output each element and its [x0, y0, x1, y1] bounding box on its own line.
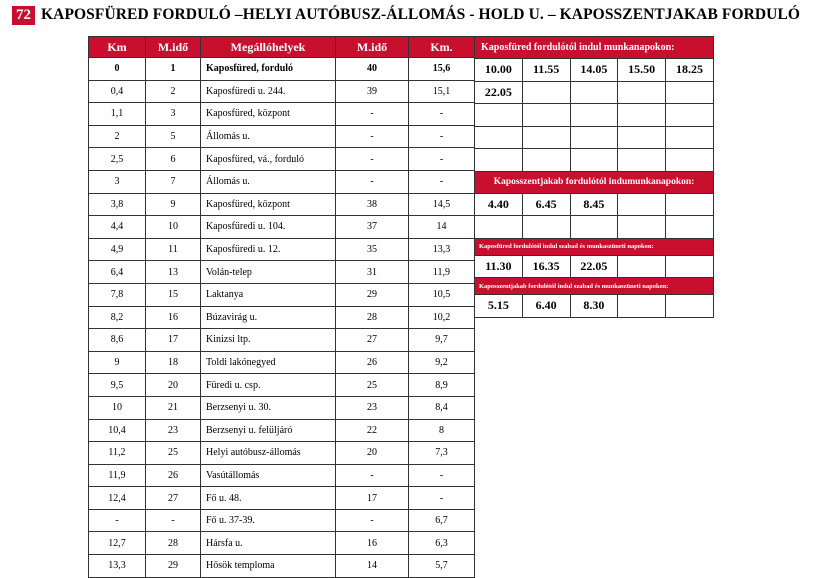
cell-time: 26 — [146, 464, 201, 487]
cell-stop-name: Fő u. 48. — [201, 487, 336, 510]
cell-time-return: 14 — [336, 555, 409, 578]
cell-time-return: - — [336, 103, 409, 126]
cell-stop-name: Laktanya — [201, 283, 336, 306]
cell-time: 5 — [146, 125, 201, 148]
cell-km-return: - — [409, 103, 475, 126]
schedule-row — [475, 149, 714, 172]
schedule-table — [474, 36, 714, 318]
departure-time — [475, 216, 523, 239]
cell-time-return: 20 — [336, 442, 409, 465]
cell-km: 9 — [89, 351, 146, 374]
departure-time — [618, 149, 666, 172]
schedule-section-label: Kaposszentjakab fordulótól indul szabad és munkaszüneti napokon: — [475, 278, 714, 295]
table-row — [89, 283, 475, 306]
table-row — [89, 442, 475, 465]
table-row — [89, 125, 475, 148]
cell-time: 11 — [146, 238, 201, 261]
cell-time-return: - — [336, 125, 409, 148]
departure-time — [666, 149, 714, 172]
cell-stop-name: Füredi u. csp. — [201, 374, 336, 397]
cell-km: 13,3 — [89, 555, 146, 578]
departure-time — [522, 104, 570, 127]
departure-time — [570, 104, 618, 127]
departure-time: 16.35 — [522, 255, 570, 278]
cell-km: 4,4 — [89, 216, 146, 239]
cell-km-return: - — [409, 125, 475, 148]
departure-time: 6.40 — [522, 295, 570, 318]
cell-km-return: - — [409, 148, 475, 171]
cell-km-return: 15,1 — [409, 80, 475, 103]
cell-stop-name: Állomás u. — [201, 170, 336, 193]
column-header-km-return: Km. — [409, 37, 475, 58]
cell-km: 8,6 — [89, 329, 146, 352]
cell-km-return: 7,3 — [409, 442, 475, 465]
departure-time: 15.50 — [618, 59, 666, 82]
departure-time — [666, 104, 714, 127]
departure-time: 8.45 — [570, 193, 618, 216]
cell-time-return: 29 — [336, 283, 409, 306]
cell-time-return: 28 — [336, 306, 409, 329]
table-row — [89, 396, 475, 419]
departure-time — [570, 81, 618, 104]
table-row — [89, 419, 475, 442]
departure-time — [570, 216, 618, 239]
column-header-km: Km — [89, 37, 146, 58]
stops-table-header — [89, 37, 475, 58]
cell-stop-name: Toldi lakónegyed — [201, 351, 336, 374]
cell-km: - — [89, 509, 146, 532]
cell-time: 17 — [146, 329, 201, 352]
table-row — [89, 238, 475, 261]
schedule-row — [475, 104, 714, 127]
cell-km-return: 10,5 — [409, 283, 475, 306]
cell-km: 3,8 — [89, 193, 146, 216]
departure-time — [618, 104, 666, 127]
cell-time-return: 26 — [336, 351, 409, 374]
cell-km: 11,2 — [89, 442, 146, 465]
cell-km: 4,9 — [89, 238, 146, 261]
departure-time: 5.15 — [475, 295, 523, 318]
cell-time: 28 — [146, 532, 201, 555]
cell-km: 10 — [89, 396, 146, 419]
cell-time: 29 — [146, 555, 201, 578]
cell-km: 10,4 — [89, 419, 146, 442]
cell-km-return: 6,3 — [409, 532, 475, 555]
departure-time — [522, 149, 570, 172]
cell-time: 21 — [146, 396, 201, 419]
table-row — [89, 261, 475, 284]
column-header-stops: Megállóhelyek — [201, 37, 336, 58]
cell-time-return: 27 — [336, 329, 409, 352]
cell-km: 8,2 — [89, 306, 146, 329]
table-row — [89, 374, 475, 397]
table-row — [89, 170, 475, 193]
cell-time-return: 23 — [336, 396, 409, 419]
schedule-section-header — [475, 171, 714, 193]
cell-time: 20 — [146, 374, 201, 397]
departure-time: 8.30 — [570, 295, 618, 318]
departure-time — [618, 193, 666, 216]
cell-time: 3 — [146, 103, 201, 126]
cell-time: 25 — [146, 442, 201, 465]
cell-time-return: 22 — [336, 419, 409, 442]
cell-km-return: 6,7 — [409, 509, 475, 532]
cell-km: 6,4 — [89, 261, 146, 284]
table-row — [89, 509, 475, 532]
cell-km: 12,4 — [89, 487, 146, 510]
departure-time — [522, 216, 570, 239]
table-row — [89, 148, 475, 171]
departure-time — [666, 81, 714, 104]
departure-time — [666, 255, 714, 278]
cell-time-return: 37 — [336, 216, 409, 239]
departure-time: 11.55 — [522, 59, 570, 82]
cell-stop-name: Kaposfüred, központ — [201, 103, 336, 126]
schedule-row — [475, 255, 714, 278]
departure-time — [570, 126, 618, 149]
departure-time: 22.05 — [570, 255, 618, 278]
cell-km-return: 14,5 — [409, 193, 475, 216]
route-number-badge: 72 — [12, 6, 35, 25]
cell-km-return: 8 — [409, 419, 475, 442]
route-title: KAPOSFÜRED FORDULÓ –HELYI AUTÓBUSZ-ÁLLOMÁS - HOLD U. – KAPOSSZENTJAKAB FORDULÓ — [41, 6, 801, 23]
cell-km-return: 13,3 — [409, 238, 475, 261]
cell-time: 6 — [146, 148, 201, 171]
cell-time-return: 31 — [336, 261, 409, 284]
page-header — [12, 5, 800, 25]
cell-km-return: - — [409, 464, 475, 487]
cell-km-return: 9,2 — [409, 351, 475, 374]
column-header-travel-time: M.idő — [146, 37, 201, 58]
cell-stop-name: Volán-telep — [201, 261, 336, 284]
cell-time: 18 — [146, 351, 201, 374]
cell-time-return: - — [336, 148, 409, 171]
cell-km: 12,7 — [89, 532, 146, 555]
table-row — [89, 555, 475, 578]
table-row — [89, 193, 475, 216]
cell-time: 10 — [146, 216, 201, 239]
schedule-section-header — [475, 238, 714, 255]
cell-time-return: - — [336, 464, 409, 487]
departure-time — [618, 255, 666, 278]
departure-time — [522, 126, 570, 149]
schedule-row — [475, 193, 714, 216]
departure-time: 22.05 — [475, 81, 523, 104]
table-row — [89, 351, 475, 374]
table-row — [89, 532, 475, 555]
cell-stop-name: Kaposfüredi u. 104. — [201, 216, 336, 239]
schedule-row — [475, 59, 714, 82]
cell-stop-name: Kaposfüredi u. 12. — [201, 238, 336, 261]
cell-time: 27 — [146, 487, 201, 510]
cell-km: 0,4 — [89, 80, 146, 103]
cell-stop-name: Berzsenyi u. felüljáró — [201, 419, 336, 442]
departure-time — [666, 295, 714, 318]
cell-km-return: - — [409, 170, 475, 193]
cell-stop-name: Fő u. 37-39. — [201, 509, 336, 532]
cell-time-return: 38 — [336, 193, 409, 216]
table-row — [89, 329, 475, 352]
cell-time: - — [146, 509, 201, 532]
table-row — [89, 58, 475, 81]
cell-time-return: 35 — [336, 238, 409, 261]
cell-time-return: 25 — [336, 374, 409, 397]
departure-time — [666, 193, 714, 216]
cell-time: 9 — [146, 193, 201, 216]
cell-stop-name: Helyi autóbusz-állomás — [201, 442, 336, 465]
cell-time: 7 — [146, 170, 201, 193]
cell-stop-name: Búzavirág u. — [201, 306, 336, 329]
cell-time-return: 39 — [336, 80, 409, 103]
cell-km: 9,5 — [89, 374, 146, 397]
cell-km: 2 — [89, 125, 146, 148]
schedule-row — [475, 126, 714, 149]
cell-km: 2,5 — [89, 148, 146, 171]
cell-time: 1 — [146, 58, 201, 81]
departure-time — [666, 126, 714, 149]
schedule-section-header — [475, 37, 714, 59]
schedule-section-label: Kaposfüred fordulótól indul szabad és munkaszüneti napokon: — [475, 238, 714, 255]
schedule-section-header — [475, 278, 714, 295]
cell-time-return: 16 — [336, 532, 409, 555]
cell-time-return: 17 — [336, 487, 409, 510]
schedule-section-label: Kaposszentjakab fordulótól indumunkanapokon: — [475, 171, 714, 193]
departure-time — [618, 126, 666, 149]
cell-stop-name: Vasútállomás — [201, 464, 336, 487]
departure-time: 18.25 — [666, 59, 714, 82]
departure-time — [522, 81, 570, 104]
departure-time — [666, 216, 714, 239]
schedule-row — [475, 295, 714, 318]
departure-time: 10.00 — [475, 59, 523, 82]
schedule-section-label: Kaposfüred fordulótól indul munkanapokon: — [475, 37, 714, 59]
schedule-row — [475, 81, 714, 104]
cell-km-return: 11,9 — [409, 261, 475, 284]
cell-km-return: 10,2 — [409, 306, 475, 329]
cell-stop-name: Állomás u. — [201, 125, 336, 148]
departure-time — [570, 149, 618, 172]
stops-table — [88, 36, 475, 578]
table-row — [89, 103, 475, 126]
departure-time: 6.45 — [522, 193, 570, 216]
cell-km-return: 15,6 — [409, 58, 475, 81]
column-header-travel-time-return: M.idő — [336, 37, 409, 58]
cell-km-return: 5,7 — [409, 555, 475, 578]
cell-time: 13 — [146, 261, 201, 284]
departure-time — [475, 149, 523, 172]
cell-km-return: 8,4 — [409, 396, 475, 419]
cell-km-return: 9,7 — [409, 329, 475, 352]
cell-km: 1,1 — [89, 103, 146, 126]
cell-stop-name: Kaposfüred, vá., forduló — [201, 148, 336, 171]
cell-km-return: 14 — [409, 216, 475, 239]
cell-km-return: - — [409, 487, 475, 510]
cell-stop-name: Berzsenyi u. 30. — [201, 396, 336, 419]
cell-time-return: - — [336, 170, 409, 193]
table-row — [89, 80, 475, 103]
departure-time: 14.05 — [570, 59, 618, 82]
cell-time: 15 — [146, 283, 201, 306]
cell-time: 23 — [146, 419, 201, 442]
departure-time — [618, 216, 666, 239]
cell-km: 7,8 — [89, 283, 146, 306]
departure-time — [618, 295, 666, 318]
departure-time — [475, 126, 523, 149]
table-row — [89, 306, 475, 329]
departure-time — [475, 104, 523, 127]
cell-km: 0 — [89, 58, 146, 81]
cell-stop-name: Kaposfüredi u. 244. — [201, 80, 336, 103]
cell-stop-name: Hősök temploma — [201, 555, 336, 578]
cell-time-return: - — [336, 509, 409, 532]
table-row — [89, 464, 475, 487]
cell-km: 3 — [89, 170, 146, 193]
table-row — [89, 487, 475, 510]
cell-km-return: 8,9 — [409, 374, 475, 397]
cell-time-return: 40 — [336, 58, 409, 81]
departure-time: 11.30 — [475, 255, 523, 278]
table-row — [89, 216, 475, 239]
cell-stop-name: Kaposfüred, központ — [201, 193, 336, 216]
cell-stop-name: Kaposfüred, forduló — [201, 58, 336, 81]
schedule-row — [475, 216, 714, 239]
cell-time: 2 — [146, 80, 201, 103]
cell-km: 11,9 — [89, 464, 146, 487]
cell-stop-name: Hársfa u. — [201, 532, 336, 555]
departure-time: 4.40 — [475, 193, 523, 216]
departure-time — [618, 81, 666, 104]
cell-time: 16 — [146, 306, 201, 329]
cell-stop-name: Kinizsi ltp. — [201, 329, 336, 352]
